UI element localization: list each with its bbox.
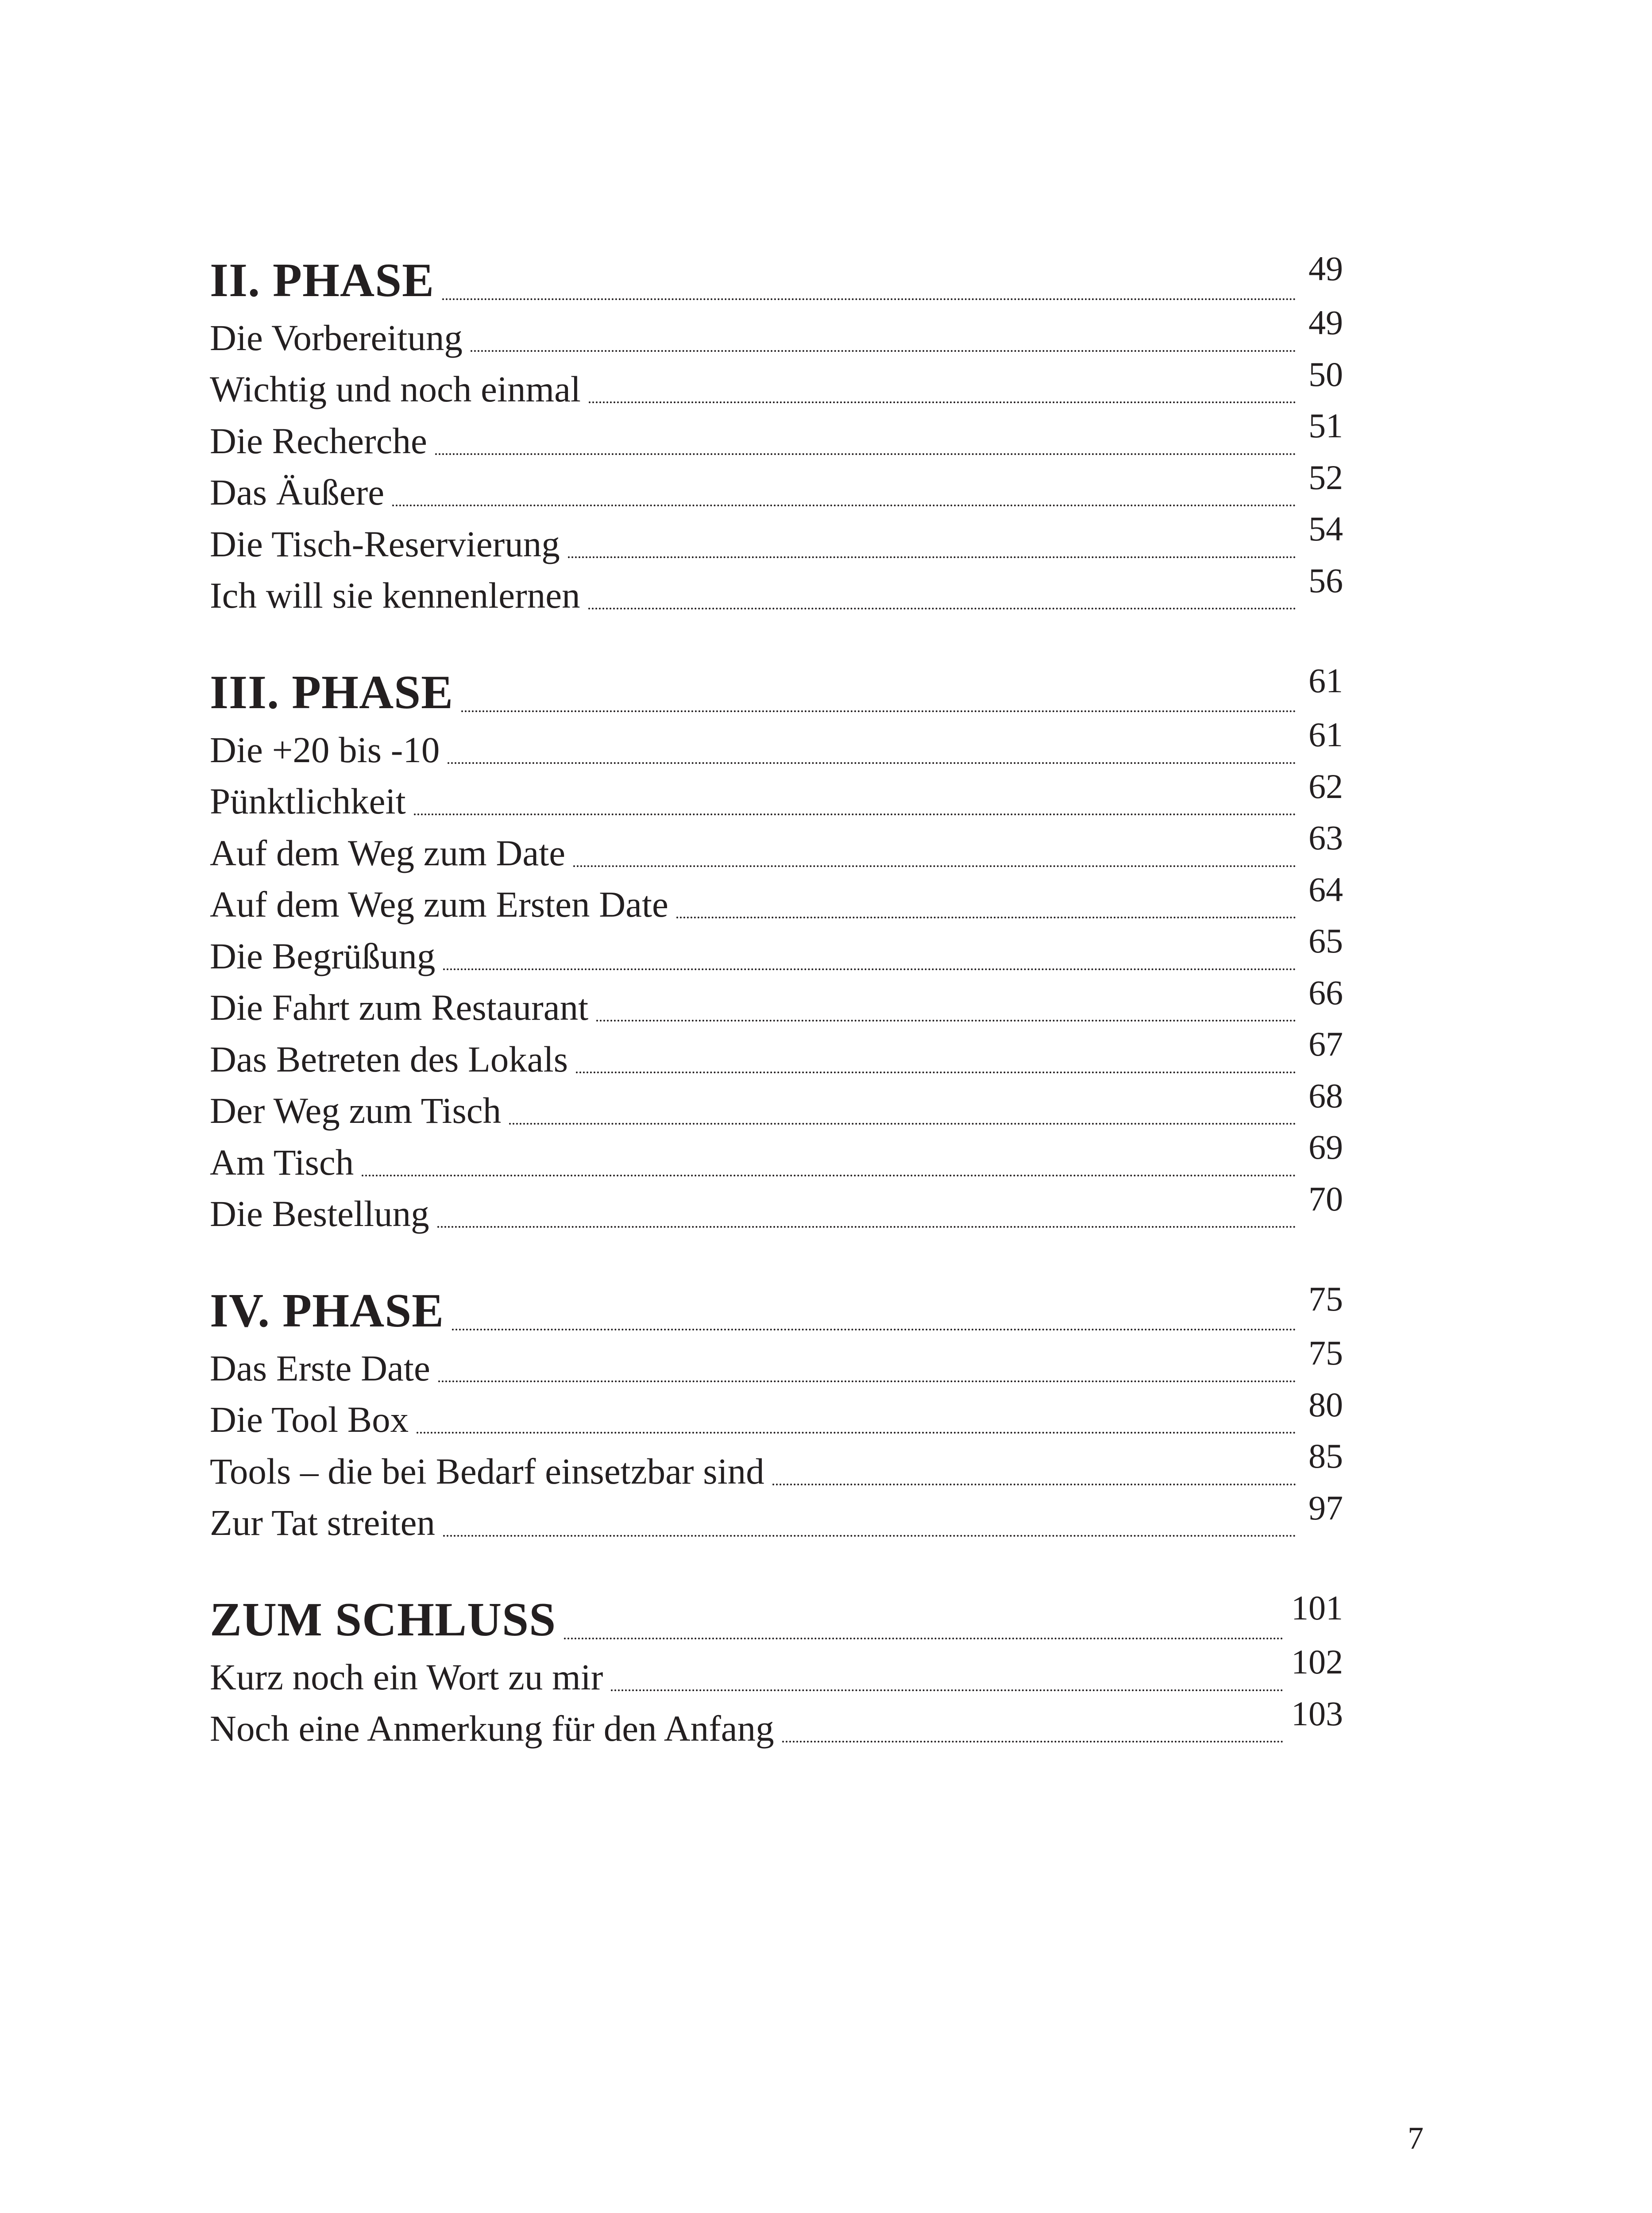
entry-title: Zur Tat streiten (210, 1502, 435, 1543)
dot-leader (782, 1741, 1283, 1743)
dot-leader (452, 1329, 1296, 1330)
toc-entry-row (210, 1387, 1343, 1438)
toc-entry-row (210, 923, 1343, 975)
page-ref: 49 (1308, 303, 1343, 342)
toc-heading-row (210, 248, 1343, 305)
page-ref: 69 (1308, 1128, 1343, 1166)
entry-title: Tools – die bei Bedarf einsetzbar sind (210, 1450, 764, 1492)
entry-title: Die +20 bis -10 (210, 729, 440, 770)
entry-title: Pünktlichkeit (210, 781, 406, 821)
dot-leader (443, 968, 1296, 970)
entry-title: Auf dem Weg zum Ersten Date (210, 884, 668, 925)
entry-title: Ich will sie kennenlernen (210, 575, 580, 616)
page-ref: 103 (1291, 1694, 1343, 1733)
toc-entry-row (210, 975, 1343, 1026)
toc-entry-row (210, 1438, 1343, 1490)
page-ref: 56 (1308, 561, 1343, 600)
dot-leader (437, 1226, 1296, 1228)
page-ref: 49 (1308, 249, 1343, 288)
toc-entry-row (210, 511, 1343, 563)
toc-entry-row (210, 459, 1343, 511)
page-ref: 51 (1308, 406, 1343, 445)
toc-entry-row (210, 1490, 1343, 1542)
entry-title: Noch eine Anmerkung für den Anfang (210, 1708, 774, 1749)
toc-section (210, 1587, 1343, 1747)
dot-leader (588, 608, 1296, 609)
page-ref: 97 (1308, 1488, 1343, 1527)
page-ref: 70 (1308, 1179, 1343, 1218)
dot-leader (564, 1638, 1283, 1639)
entry-title: Das Erste Date (210, 1347, 430, 1388)
dot-leader (435, 453, 1296, 455)
toc-entry-row (210, 717, 1343, 768)
page-ref: 63 (1308, 818, 1343, 857)
page-ref: 65 (1308, 921, 1343, 960)
toc-entry-row (210, 563, 1343, 614)
dot-leader (576, 1072, 1296, 1073)
section-title: III. PHASE (210, 666, 454, 719)
section-title: ZUM SCHLUSS (210, 1593, 556, 1646)
dot-leader (442, 298, 1296, 300)
entry-title: Das Äußere (210, 472, 385, 513)
toc-section (210, 1278, 1343, 1541)
entry-title: Die Tool Box (210, 1399, 409, 1440)
entry-title: Die Tisch-Reservierung (210, 523, 560, 564)
dot-leader (509, 1123, 1296, 1125)
toc-entry-row (210, 1696, 1343, 1747)
page-ref: 54 (1308, 509, 1343, 548)
toc-entry-row (210, 1026, 1343, 1078)
entry-title: Am Tisch (210, 1141, 354, 1183)
page-ref: 61 (1308, 661, 1343, 700)
toc-entry-row (210, 408, 1343, 459)
entry-title: Das Betreten des Lokals (210, 1038, 568, 1080)
dot-leader (568, 556, 1296, 558)
entry-title: Die Recherche (210, 420, 427, 461)
dot-leader (443, 1535, 1296, 1537)
toc-heading-row (210, 1278, 1343, 1335)
dot-leader (589, 401, 1296, 403)
page-ref: 67 (1308, 1025, 1343, 1063)
page-ref: 68 (1308, 1076, 1343, 1115)
dot-leader (417, 1432, 1296, 1434)
page-ref: 66 (1308, 973, 1343, 1012)
toc-entry-row (210, 1129, 1343, 1181)
entry-title: Die Begrüßung (210, 935, 436, 976)
toc-heading-row (210, 1587, 1343, 1644)
dot-leader (448, 762, 1296, 764)
page-ref: 85 (1308, 1437, 1343, 1475)
entry-title: Der Weg zum Tisch (210, 1090, 502, 1131)
dot-leader (362, 1175, 1296, 1176)
toc-heading-row (210, 660, 1343, 717)
dot-leader (772, 1484, 1296, 1485)
page-ref: 75 (1308, 1280, 1343, 1318)
page-ref: 101 (1291, 1588, 1343, 1627)
page-ref: 62 (1308, 767, 1343, 806)
toc-entry-row (210, 768, 1343, 820)
toc-section (210, 660, 1343, 1232)
page-ref: 102 (1291, 1642, 1343, 1681)
entry-title: Die Bestellung (210, 1193, 429, 1234)
page-number: 7 (1408, 2120, 1424, 2156)
dot-leader (438, 1380, 1296, 1382)
dot-leader (573, 865, 1296, 867)
dot-leader (414, 813, 1296, 815)
dot-leader (596, 1020, 1296, 1022)
entry-title: Die Fahrt zum Restaurant (210, 987, 589, 1028)
toc-entry-row (210, 356, 1343, 408)
dot-leader (461, 710, 1296, 712)
toc-entry-row (210, 1181, 1343, 1233)
toc-entry-row (210, 1078, 1343, 1130)
entry-title: Die Vorbereitung (210, 317, 463, 358)
page-ref: 80 (1308, 1385, 1343, 1424)
section-title: IV. PHASE (210, 1284, 444, 1337)
toc-entry-row (210, 1335, 1343, 1387)
table-of-contents (210, 248, 1343, 1793)
page-ref: 50 (1308, 355, 1343, 393)
section-title: II. PHASE (210, 254, 435, 307)
toc-section (210, 248, 1343, 614)
entry-title: Wichtig und noch einmal (210, 369, 581, 409)
entry-title: Auf dem Weg zum Date (210, 832, 566, 873)
dot-leader (471, 350, 1296, 352)
entry-title: Kurz noch ein Wort zu mir (210, 1656, 603, 1697)
toc-entry-row (210, 820, 1343, 871)
toc-entry-row (210, 1644, 1343, 1696)
dot-leader (392, 505, 1296, 506)
toc-entry-row (210, 871, 1343, 923)
toc-entry-row (210, 305, 1343, 356)
dot-leader (611, 1689, 1283, 1691)
page-ref: 52 (1308, 458, 1343, 497)
page-ref: 64 (1308, 870, 1343, 909)
dot-leader (676, 917, 1296, 918)
page-ref: 75 (1308, 1334, 1343, 1372)
page-ref: 61 (1308, 715, 1343, 754)
